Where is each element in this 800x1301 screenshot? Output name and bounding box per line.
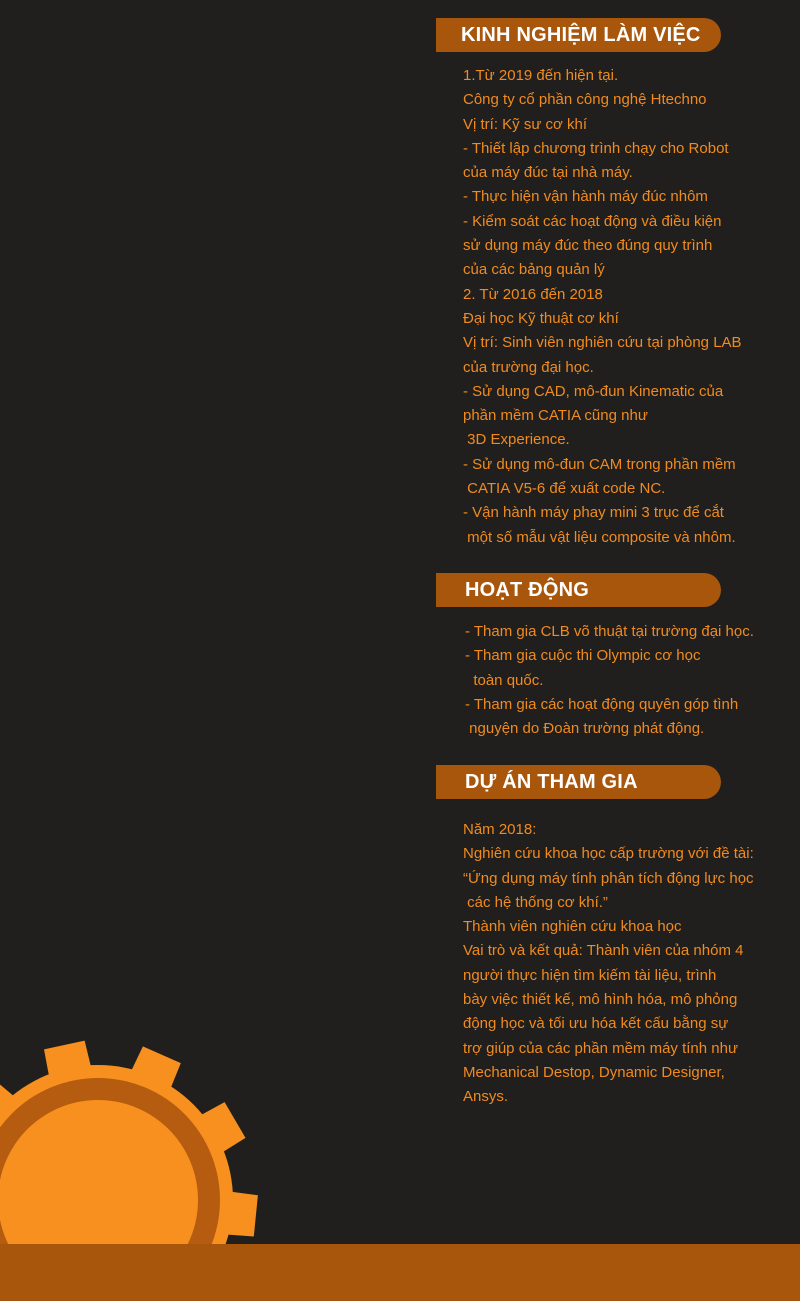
gear-tooth (129, 1046, 181, 1093)
activities-header (436, 573, 721, 607)
experience-line: Vị trí: Kỹ sư cơ khí (463, 115, 588, 133)
activities-content (465, 620, 800, 741)
projects-title: DỰ ÁN THAM GIA (465, 771, 638, 793)
projects-line: người thực hiện tìm kiếm tài liệu, trình (463, 966, 717, 984)
experience-line: CATIA V5-6 để xuất code NC. (463, 480, 666, 498)
projects-line: Vai trò và kết quả: Thành viên của nhóm 4 (463, 942, 744, 960)
projects-line: bày việc thiết kế, mô hình hóa, mô phỏng (463, 991, 738, 1009)
experience-line: Đại học Kỹ thuật cơ khí (463, 309, 619, 327)
experience-line: của trường đại học. (463, 358, 594, 376)
projects-line: Thành viên nghiên cứu khoa học (463, 918, 682, 936)
experience-line: 1.Từ 2019 đến hiện tại. (463, 67, 619, 84)
experience-content (463, 64, 798, 550)
gear-tooth (0, 1079, 18, 1132)
experience-line: một số mẫu vật liệu composite và nhôm. (463, 528, 736, 546)
activities-line: nguyện do Đoàn trường phát động. (465, 720, 705, 738)
gear-tooth (221, 1191, 258, 1237)
activities-line: - Tham gia CLB võ thuật tại trường đại học. (465, 623, 754, 640)
experience-line: của máy đúc tại nhà máy. (463, 164, 633, 182)
experience-line: - Thực hiện vận hành máy đúc nhôm (463, 188, 708, 206)
experience-line: phần mềm CATIA cũng như (463, 407, 648, 425)
projects-line: “Ứng dụng máy tính phân tích động lực học (463, 869, 754, 887)
experience-header (436, 18, 721, 52)
activities-line: - Tham gia cuộc thi Olympic cơ học (465, 647, 701, 665)
projects-line: Mechanical Destop, Dynamic Designer, (463, 1063, 725, 1081)
activities-line: - Tham gia các hoạt động quyên góp tình (465, 695, 739, 713)
projects-line: Năm 2018: (463, 821, 537, 838)
activities-line: toàn quốc. (465, 671, 544, 689)
gear-tooth (44, 1041, 92, 1082)
activities-title: HOẠT ĐỘNG (465, 579, 590, 601)
experience-line: - Sử dụng CAD, mô-đun Kinematic của (463, 382, 724, 400)
experience-line: Vị trí: Sinh viên nghiên cứu tại phòng LAB (463, 334, 742, 352)
experience-line: 3D Experience. (463, 431, 570, 449)
projects-content (463, 818, 798, 1110)
experience-line: - Vận hành máy phay mini 3 trục để cắt (463, 504, 724, 522)
experience-title: KINH NGHIỆM LÀM VIỆC (461, 24, 701, 46)
experience-line: - Thiết lập chương trình chạy cho Robot (463, 139, 729, 157)
experience-line: 2. Từ 2016 đến 2018 (463, 285, 603, 303)
experience-line: Công ty cổ phần công nghệ Htechno (463, 91, 707, 109)
projects-line: Nghiên cứu khoa học cấp trường với đề tài: (463, 845, 754, 863)
experience-line: sử dụng máy đúc theo đúng quy trình (463, 237, 713, 255)
projects-line: Ansys. (463, 1088, 509, 1106)
gear-tooth (196, 1102, 246, 1155)
projects-header (436, 765, 721, 799)
projects-line: các hệ thống cơ khí.” (463, 893, 608, 911)
projects-line: trợ giúp của các phần mềm máy tính như (463, 1039, 739, 1057)
projects-line: động học và tối ưu hóa kết cấu bằng sự (463, 1015, 729, 1033)
experience-line: - Kiểm soát các hoạt động và điều kiện (463, 212, 722, 230)
footer-bar (0, 1244, 800, 1301)
experience-line: của các bảng quản lý (463, 261, 605, 279)
experience-line: - Sử dụng mô-đun CAM trong phần mềm (463, 455, 736, 473)
